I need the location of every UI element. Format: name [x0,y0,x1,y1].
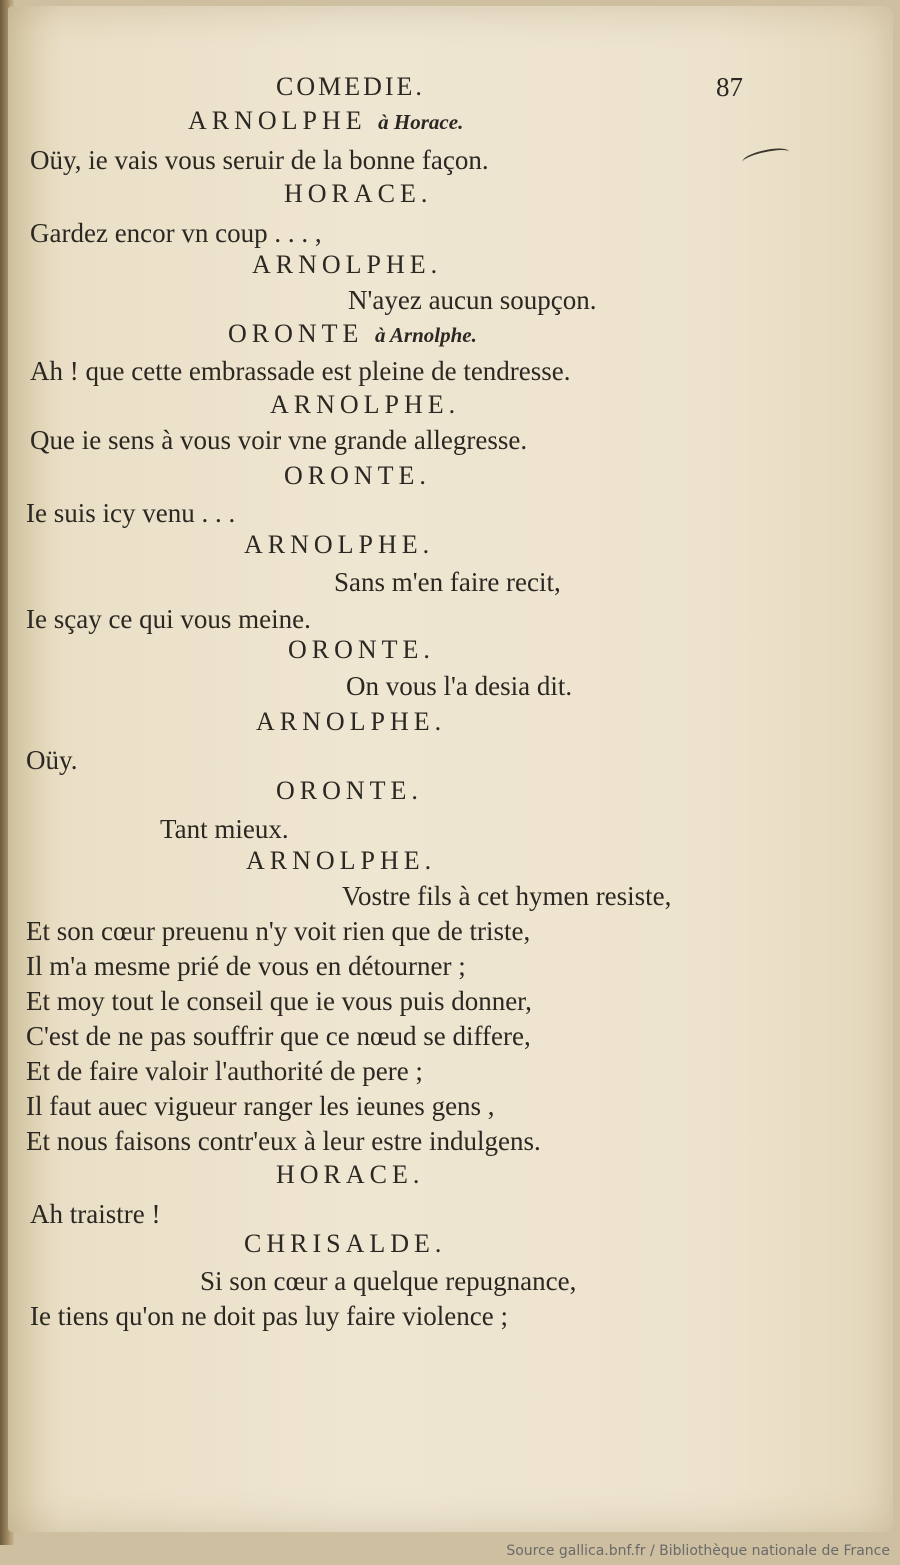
verse-line: Oüy, ie vais vous seruir de la bonne façon. [30,145,489,175]
page-number: 87 [716,72,743,102]
speaker-name: ARNOLPHE. [252,250,443,279]
verse-line: Ah ! que cette embrassade est pleine de tendresse. [30,356,571,386]
verse-line: Ie suis icy venu . . . [26,498,236,528]
verse-line: Et moy tout le conseil que ie vous puis donner, [26,986,532,1016]
speaker-name: ARNOLPHE. [256,707,447,736]
speaker-name: ARNOLPHE. [270,390,461,419]
verse-line: Ie sçay ce qui vous meine. [26,604,311,634]
verse-line: Et son cœur preuenu n'y voit rien que de triste, [26,916,531,946]
speaker-name: ARNOLPHE. [246,846,437,875]
verse-line: C'est de ne pas souffrir que ce nœud se differe, [26,1021,531,1051]
verse-line: Vostre fils à cet hymen resiste, [342,881,672,911]
verse-line: Il faut auec vigueur ranger les ieunes gens , [26,1091,495,1121]
verse-line: Si son cœur a quelque repugnance, [200,1266,577,1296]
speaker-name: ORONTE. [276,776,423,805]
verse-line: Ie tiens qu'on ne doit pas luy faire violence ; [30,1301,508,1331]
verse-line: Tant mieux. [160,814,289,844]
speaker-name: ARNOLPHE. [244,530,435,559]
verse-line: Que ie sens à vous voir vne grande allegresse. [30,425,528,455]
speaker-name: HORACE. [276,1160,425,1189]
speaker-name: ORONTE. [284,461,431,490]
verse-line: Et de faire valoir l'authorité de pere ; [26,1056,423,1086]
speaker-name: ARNOLPHE à Horace. [188,106,464,135]
running-title: COMEDIE. [276,72,425,101]
stage-direction: à Arnolphe. [374,323,477,347]
speaker-name: ORONTE. [288,635,435,664]
verse-line: Sans m'en faire recit, [334,567,561,597]
verse-line: Et nous faisons contr'eux à leur estre indulgens. [26,1126,541,1156]
speaker-name: ORONTE à Arnolphe. [228,319,477,348]
stage-direction: à Horace. [378,110,464,134]
verse-line: On vous l'a desia dit. [346,671,573,701]
verse-line: Gardez encor vn coup . . . , [30,218,322,248]
verse-line: N'ayez aucun soupçon. [348,285,597,315]
speaker-name: HORACE. [284,179,433,208]
verse-line: Ah traistre ! [30,1199,161,1229]
verse-line: Il m'a mesme prié de vous en détourner ; [26,951,466,981]
source-footer: Source gallica.bnf.fr / Bibliothèque nationale de France [506,1543,890,1559]
verse-line: Oüy. [26,745,78,775]
speaker-name: CHRISALDE. [244,1229,447,1258]
